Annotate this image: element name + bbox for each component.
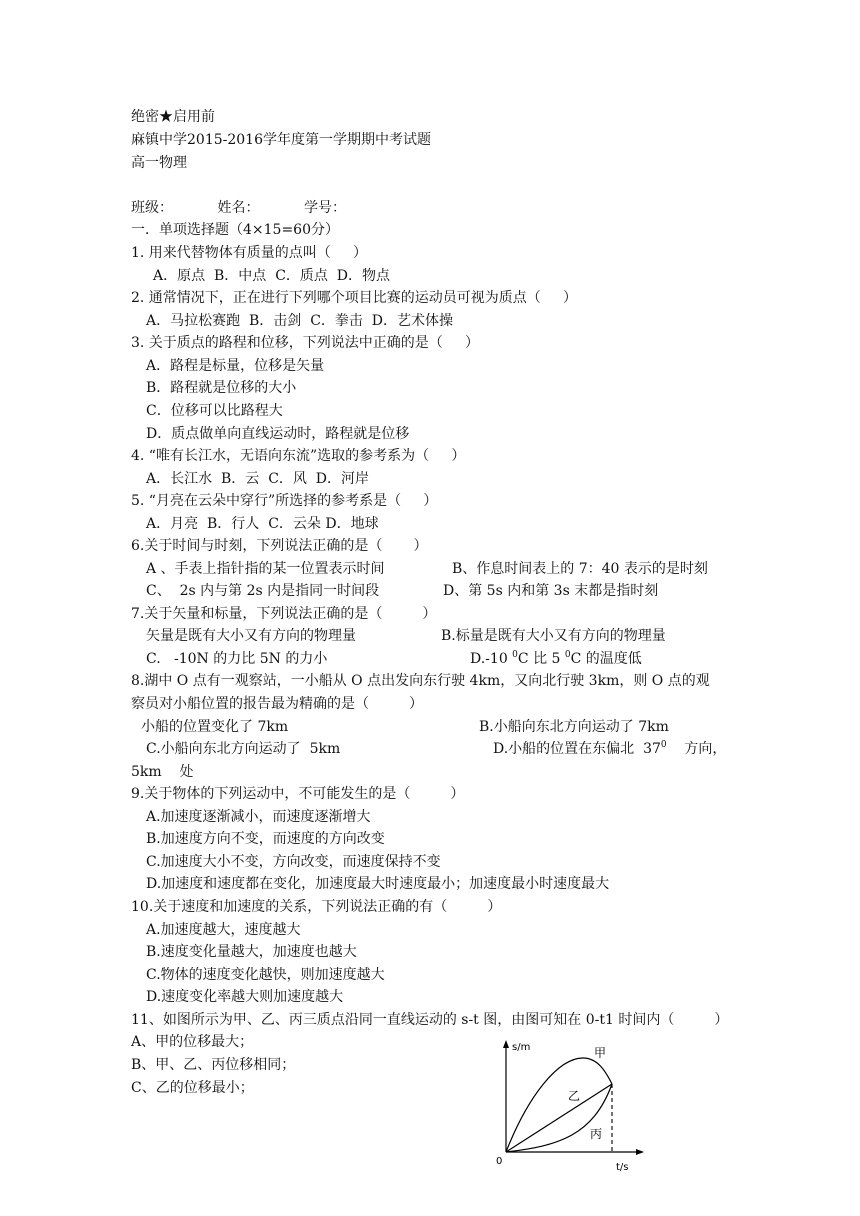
y-axis-label: s/m <box>512 1042 531 1053</box>
curve-jia-label: 甲 <box>594 1046 607 1060</box>
question-3-option-a: A．路程是标量，位移是矢量 <box>146 358 325 374</box>
x-axis-arrow-icon <box>636 1149 644 1155</box>
curve-bing-label: 丙 <box>590 1127 603 1141</box>
question-8-stem-line-1: 8.湖中 O 点有一观察站，一小船从 O 点出发向东行驶 4km，又向北行驶 3km，则 O 点的观 <box>131 673 710 689</box>
st-graph <box>488 1036 648 1174</box>
question-9-option-c: C.加速度大小不变，方向改变，而速度保持不变 <box>146 854 441 870</box>
question-8-option-c: C.小船向东北方向运动了 5km <box>146 741 341 757</box>
question-10-option-b: B.速度变化量越大，加速度也越大 <box>146 944 357 960</box>
question-3-stem: 3. 关于质点的路程和位移，下列说法中正确的是（ ） <box>131 335 480 351</box>
question-8-option-d-continued: 5km 处 <box>131 764 194 780</box>
question-7-stem: 7.关于矢量和标量，下列说法正确的是（ ） <box>131 606 437 622</box>
question-6-option-a: A 、手表上指针指的某一位置表示时间 <box>146 561 385 577</box>
question-10-option-d: D.速度变化率越大则加速度越大 <box>146 989 344 1005</box>
question-9-option-d: D.加速度和速度都在变化，加速度最大时速度最小；加速度最小时速度最大 <box>146 876 610 892</box>
curve-yi-label: 乙 <box>568 1089 581 1103</box>
question-6-stem: 6.关于时间与时刻，下列说法正确的是（ ） <box>131 538 428 554</box>
question-7-option-b: B.标量是既有大小又有方向的物理量 <box>441 628 666 644</box>
exam-title: 麻镇中学2015-2016学年度第一学期期中考试题 <box>131 132 431 148</box>
question-8-option-a: 小船的位置变化了 7km <box>141 719 289 735</box>
question-7-option-c: C. -10N 的力比 5N 的力小 <box>146 651 328 667</box>
question-4-options: A．长江水 B．云 C．风 D．河岸 <box>146 471 370 487</box>
question-11-option-a: A、甲的位移最大； <box>131 1034 254 1050</box>
y-axis-arrow-icon <box>503 1040 509 1048</box>
question-9-option-a: A.加速度逐渐减小，而速度逐渐增大 <box>146 809 371 825</box>
question-8-stem-line-2: 察员对小船位置的报告最为精确的是（ ） <box>131 696 424 712</box>
question-10-stem: 10.关于速度和加速度的关系，下列说法正确的有（ ） <box>131 899 502 915</box>
question-9-stem: 9.关于物体的下列运动中，不可能发生的是（ ） <box>131 786 465 802</box>
question-8-option-d: D.小船的位置在东偏北 $37^0$ 方向， <box>493 740 727 757</box>
question-3-option-b: B．路程就是位移的大小 <box>146 380 297 396</box>
question-5-stem: 5. “月亮在云朵中穿行”所选择的参考系是（ ） <box>131 493 438 509</box>
question-9-option-b: B.加速度方向不变，而速度的方向改变 <box>146 831 385 847</box>
question-3-option-d: D．质点做单向直线运动时，路程就是位移 <box>146 426 410 442</box>
x-axis-label: t/s <box>616 1162 629 1173</box>
question-4-stem: 4. “唯有长江水，无语向东流”选取的参考系为（ ） <box>131 448 466 464</box>
question-8-option-b: B.小船向东北方向运动了 7km <box>479 719 669 735</box>
question-5-options: A．月亮 B．行人 C．云朵 D．地球 <box>146 516 379 532</box>
question-2-options: A．马拉松赛跑 B．击剑 C．拳击 D．艺术体操 <box>146 313 454 329</box>
question-11-stem: 11、如图所示为甲、乙、丙三质点沿同一直线运动的 s-t 图，由图可知在 0-t1 时间内（ ） <box>131 1012 729 1028</box>
question-7-option-d: D.-10 $^0$C 比 5 $^0$C 的温度低 <box>470 650 642 667</box>
confidential-label: 绝密★启用前 <box>131 109 215 125</box>
question-7-option-a: 矢量是既有大小又有方向的物理量 <box>146 628 356 644</box>
student-info-line: 班级： 姓名： 学号： <box>131 200 347 216</box>
section-title: 一．单项选择题（4×15=60分） <box>131 222 339 238</box>
st-graph-figure <box>488 1036 648 1174</box>
question-10-option-c: C.物体的速度变化越快，则加速度越大 <box>146 967 385 983</box>
question-1-stem: 1. 用来代替物体有质量的点叫（ ） <box>131 245 368 261</box>
question-11-option-c: C、乙的位移最小； <box>131 1080 254 1096</box>
question-2-stem: 2. 通常情况下，正在进行下列哪个项目比赛的运动员可视为质点（ ） <box>131 290 578 306</box>
question-6-option-b: B、作息时间表上的 7：40 表示的是时刻 <box>452 561 708 577</box>
question-1-options: A．原点 B．中点 C．质点 D．物点 <box>153 268 391 284</box>
subject-title: 高一物理 <box>131 155 187 171</box>
origin-label: 0 <box>496 1156 503 1167</box>
question-3-option-c: C．位移可以比路程大 <box>146 403 283 419</box>
question-11-option-b: B、甲、乙、丙位移相同； <box>131 1057 296 1073</box>
question-6-option-c: C、 2s 内与第 2s 内是指同一时间段 <box>146 583 380 599</box>
question-10-option-a: A.加速度越大，速度越大 <box>146 922 301 938</box>
question-6-option-d: D、第 5s 内和第 3s 末都是指时刻 <box>443 583 659 599</box>
